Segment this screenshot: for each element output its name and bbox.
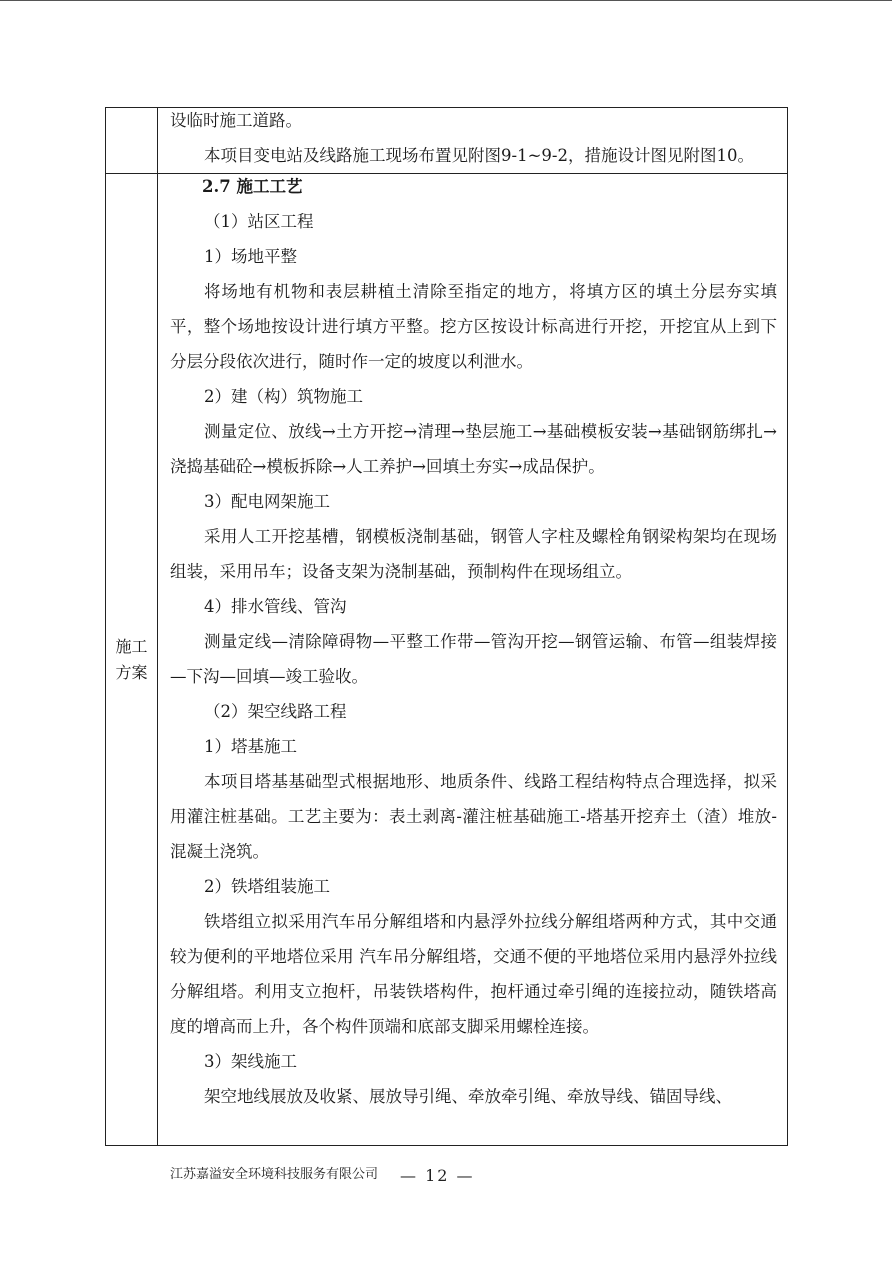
table-row xyxy=(106,108,788,174)
paragraph: 测量定线—清除障碍物—平整工作带—管沟开挖—钢管运输、布管—组装焊接—下沟—回填—竣工验收。 xyxy=(170,632,777,686)
row1-content-cell xyxy=(158,108,788,174)
subheading: 2）铁塔组装施工 xyxy=(204,877,330,896)
paragraph: 测量定位、放线→土方开挖→清理→垫层施工→基础模板安装→基础钢筋绑扎→浇捣基础砼→模板拆除→人工养护→回填土夯实→成品保护。 xyxy=(170,422,777,476)
section-heading: 2.7 施工工艺 xyxy=(202,177,303,196)
row1-label-cell xyxy=(106,108,158,174)
document-table xyxy=(105,107,788,1146)
paragraph: 设临时施工道路。 xyxy=(170,111,302,130)
page-number: — 12 — xyxy=(400,1166,475,1185)
subheading: （2）架空线路工程 xyxy=(204,702,347,721)
subheading: （1）站区工程 xyxy=(204,212,314,231)
section-label-line2: 方案 xyxy=(115,662,148,682)
subheading: 1）场地平整 xyxy=(204,247,297,266)
subheading: 1）塔基施工 xyxy=(204,737,297,756)
subheading: 3）架线施工 xyxy=(204,1052,297,1071)
top-border-line xyxy=(0,0,892,1)
section-content-cell xyxy=(158,174,788,1146)
paragraph: 架空地线展放及收紧、展放导引绳、牵放牵引绳、牵放导线、锚固导线、 xyxy=(204,1087,732,1106)
footer-company: 江苏嘉溢安全环境科技服务有限公司 xyxy=(170,1167,379,1182)
paragraph: 铁塔组立拟采用汽车吊分解组塔和内悬浮外拉线分解组塔两种方式，其中交通较为便利的平地塔位采用 汽车吊分解组塔，交通不便的平地塔位采用内悬浮外拉线分解组塔。利用支立抱杆，吊装铁塔构件，抱杆通过牵引绳的连接拉动，随铁塔高度的增高而上升，各个构件顶端和底部支脚采用螺栓连接。 xyxy=(170,912,777,1036)
paragraph: 将场地有机物和表层耕植土清除至指定的地方，将填方区的填土分层夯实填平，整个场地按设计进行填方平整。挖方区按设计标高进行开挖，开挖宜从上到下分层分段依次进行，随时作一定的坡度以利泄水。 xyxy=(170,282,777,371)
subheading: 3）配电网架施工 xyxy=(204,492,330,511)
subheading: 4）排水管线、管沟 xyxy=(204,597,347,616)
subheading: 2）建（构）筑物施工 xyxy=(204,387,363,406)
section-label-cell xyxy=(106,174,158,1146)
table-row xyxy=(106,174,788,1146)
section-label-line1: 施工 xyxy=(115,636,148,656)
paragraph: 采用人工开挖基槽，钢模板浇制基础，钢管人字柱及螺栓角钢梁构架均在现场组装，采用吊车；设备支架为浇制基础，预制构件在现场组立。 xyxy=(170,527,777,581)
paragraph: 本项目塔基基础型式根据地形、地质条件、线路工程结构特点合理选择，拟采用灌注桩基础。工艺主要为：表土剥离-灌注桩基础施工-塔基开挖弃土（渣）堆放-混凝土浇筑。 xyxy=(170,772,777,861)
paragraph: 本项目变电站及线路施工现场布置见附图9-1~9-2，措施设计图见附图10。 xyxy=(204,146,754,165)
